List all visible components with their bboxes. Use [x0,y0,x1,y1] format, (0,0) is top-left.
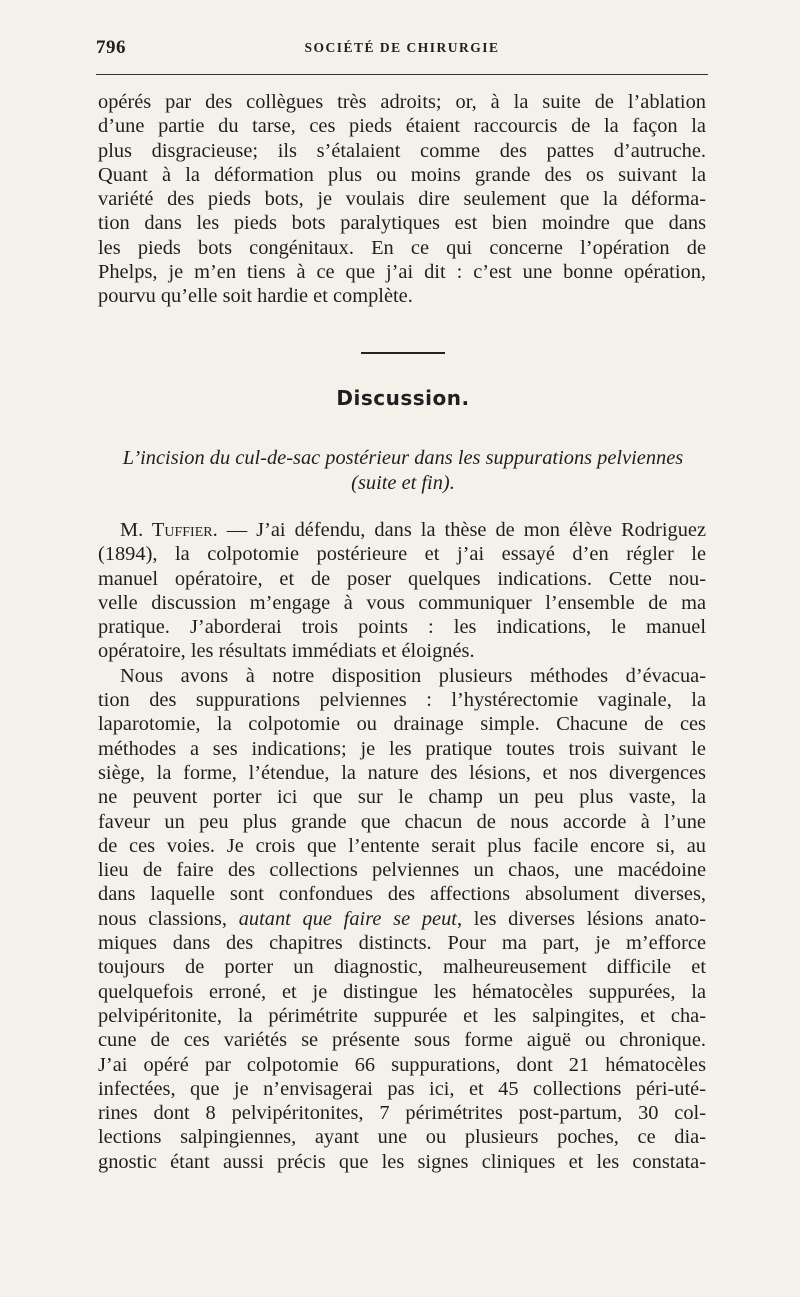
text-line: opératoire, les résultats immédiats et éloignés. [98,640,475,663]
text-line: manuel opératoire, et de poser quelques indications. Cette nou- [98,567,706,590]
subtitle-line: L’incision du cul-de-sac postérieur dans les suppurations pelviennes [122,447,684,469]
text-line: opérés par des collègues très adroits; or, à la suite de l’ablation [98,91,706,113]
text-line: les pieds bots congénitaux. En ce qui concerne l’opération de [98,236,706,259]
text-line: de ces voies. Je crois que l’entente serait plus facile encore si, au [98,834,706,857]
running-head: SOCIÉTÉ DE CHIRURGIE [304,40,500,55]
text-line: lections salpingiennes, ayant une ou plusieurs poches, ce dia- [98,1126,706,1149]
text-fragment: , les diverses lésions anato- [456,907,706,930]
text-line: toujours de porter un diagnostic, malheureusement difficile et [98,956,706,979]
text-line: siège, la forme, l’étendue, la nature des lésions, et nos divergences [98,761,706,784]
paragraphs-2-3 [98,518,706,1174]
text-line: pelvipéritonite, la périmétrite suppurée et les salpingites, et cha- [98,1004,706,1027]
text-line: laparotomie, la colpotomie ou drainage simple. Chacune de ces [98,713,706,736]
header-rule [96,74,708,75]
italic-phrase: autant que faire se peut [238,907,457,930]
text-line: Phelps, je m’en tiens à ce que j’ai dit : c’est une bonne opération, [98,261,706,284]
text-line: pourvu qu’elle soit hardie et complète. [98,285,413,308]
text-line: Nous avons à notre disposition plusieurs méthodes d’évacua- [120,664,706,687]
text-line: méthodes a ses indications; je les pratique toutes trois suivant le [98,737,706,760]
text-line: tion des suppurations pelviennes : l’hystérectomie vaginale, la [98,689,706,712]
text-line: variété des pieds bots, je voulais dire seulement que la déforma- [98,188,706,211]
text-line: plus disgracieuse; ils s’étalaient comme des pattes d’autruche. [98,139,706,162]
text-line: dans laquelle sont confondues des affections absolument diverses, [98,883,706,906]
page-header [96,37,708,61]
text-line: rines dont 8 pelvipéritonites, 7 périmétrites post-partum, 30 col- [98,1102,706,1125]
text-line: infectées, que je n’envisagerai pas ici, et 45 collections péri-uté- [98,1077,706,1100]
text-line: J’ai opéré par colpotomie 66 suppurations, dont 21 hématocèles [98,1053,706,1076]
text-line: (1894), la colpotomie postérieure et j’ai essayé d’en régler le [98,543,706,566]
text-line: ne peuvent porter ici que sur le champ un peu plus vaste, la [98,786,706,809]
paragraph-1 [98,90,706,309]
page-number: 796 [96,37,126,58]
text-line: d’une partie du tarse, ces pieds étaient raccourcis de la façon la [98,115,706,138]
text-line: Quant à la déformation plus ou moins grande des os suivant la [98,163,706,186]
section-divider [361,352,445,354]
text-line [98,907,706,931]
text-line: miques dans des chapitres distincts. Pour ma part, je m’efforce [98,932,706,955]
section-title: Discussion. [336,386,470,410]
text-line: pratique. J’aborderai trois points : les indications, le manuel [98,616,706,639]
text-line: cune de ces variétés se présente sous forme aiguë ou chronique. [98,1029,706,1052]
text-fragment: — J’ai défendu, dans la thèse de mon élève Rodriguez [217,519,707,541]
subtitle-line: (suite et fin). [351,471,455,494]
text-line: velle discussion m’engage à vous communiquer l’ensemble de ma [98,591,706,614]
text-fragment: nous classions, [98,907,239,930]
text-line: quelquefois erroné, et je distingue les hématocèles suppurées, la [98,980,706,1003]
text-line [98,518,706,542]
text-line: faveur un peu plus grande que chacun de nous accorde à l’une [98,810,706,833]
discussion-subtitle [98,446,708,495]
text-line: gnostic étant aussi précis que les signes cliniques et les constata- [98,1150,706,1173]
text-line: tion dans les pieds bots paralytiques est bien moindre que dans [98,212,706,235]
speaker-name: M. Tuffier. [120,519,218,541]
text-line: lieu de faire des collections pelviennes un chaos, une macédoine [98,859,706,882]
